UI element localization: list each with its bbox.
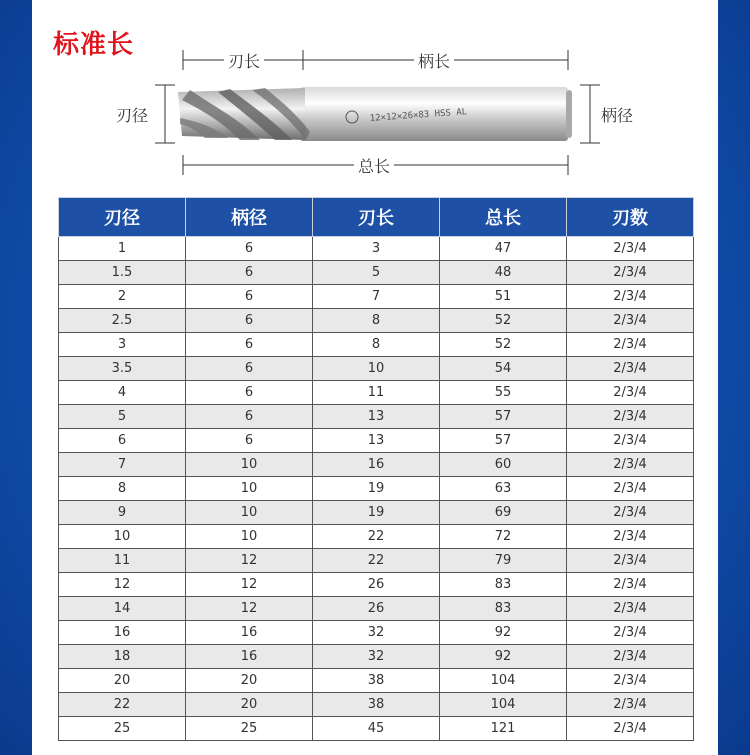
table-row [59,429,694,453]
table-cell: 1.5 [59,261,186,285]
table-cell: 2/3/4 [567,429,694,453]
table-cell: 2/3/4 [567,237,694,261]
table-cell: 20 [186,669,313,693]
table-row [59,285,694,309]
table-cell: 19 [313,501,440,525]
label-shank-length: 柄长 [414,49,454,72]
table-row [59,549,694,573]
label-blade-diameter: 刃径 [116,106,149,125]
table-cell: 57 [440,429,567,453]
table-row [59,237,694,261]
table-cell: 8 [313,309,440,333]
table-cell: 57 [440,405,567,429]
header-total-length: 总长 [440,198,567,237]
table-cell: 6 [186,261,313,285]
table-cell: 2/3/4 [567,333,694,357]
table-cell: 52 [440,333,567,357]
table-cell: 9 [59,501,186,525]
table-cell: 47 [440,237,567,261]
table-cell: 6 [186,309,313,333]
table-cell: 2/3/4 [567,453,694,477]
table-cell: 6 [186,381,313,405]
table-cell: 13 [313,429,440,453]
table-cell: 72 [440,525,567,549]
table-row [59,669,694,693]
table-cell: 10 [186,477,313,501]
table-row [59,573,694,597]
table-cell: 2.5 [59,309,186,333]
table-row [59,261,694,285]
table-cell: 63 [440,477,567,501]
table-cell: 10 [186,501,313,525]
table-cell: 10 [59,525,186,549]
table-cell: 45 [313,717,440,741]
table-cell: 3.5 [59,357,186,381]
header-blade-diameter: 刃径 [59,198,186,237]
end-mill-diagram [0,0,750,190]
table-cell: 92 [440,621,567,645]
table-row [59,597,694,621]
table-cell: 69 [440,501,567,525]
table-cell: 6 [186,333,313,357]
table-cell: 22 [313,549,440,573]
table-cell: 2/3/4 [567,573,694,597]
table-cell: 6 [186,429,313,453]
table-cell: 25 [59,717,186,741]
table-row [59,333,694,357]
table-cell: 26 [313,573,440,597]
table-row [59,381,694,405]
table-row [59,453,694,477]
table-cell: 121 [440,717,567,741]
table-cell: 1 [59,237,186,261]
table-cell: 6 [186,237,313,261]
table-cell: 8 [59,477,186,501]
table-row [59,501,694,525]
table-cell: 14 [59,597,186,621]
table-cell: 60 [440,453,567,477]
table-cell: 2/3/4 [567,477,694,501]
table-cell: 3 [313,237,440,261]
table-cell: 2/3/4 [567,405,694,429]
header-shank-diameter: 柄径 [186,198,313,237]
table-cell: 83 [440,597,567,621]
table-cell: 20 [186,693,313,717]
table-row [59,525,694,549]
table-cell: 22 [313,525,440,549]
table-cell: 38 [313,693,440,717]
table-cell: 2/3/4 [567,717,694,741]
table-cell: 92 [440,645,567,669]
table-header-row [59,198,694,237]
table-cell: 6 [186,357,313,381]
table-cell: 2/3/4 [567,669,694,693]
table-cell: 12 [186,597,313,621]
table-cell: 6 [59,429,186,453]
table-cell: 52 [440,309,567,333]
table-row [59,693,694,717]
table-cell: 2/3/4 [567,309,694,333]
table-cell: 5 [313,261,440,285]
table-row [59,477,694,501]
table-cell: 8 [313,333,440,357]
label-blade-length: 刃长 [224,49,264,72]
table-cell: 104 [440,669,567,693]
table-cell: 19 [313,477,440,501]
table-cell: 48 [440,261,567,285]
table-cell: 38 [313,669,440,693]
table-cell: 16 [186,645,313,669]
table-cell: 2/3/4 [567,621,694,645]
spec-table [58,197,694,741]
table-cell: 11 [313,381,440,405]
table-cell: 6 [186,285,313,309]
table-cell: 26 [313,597,440,621]
table-cell: 2/3/4 [567,645,694,669]
table-cell: 10 [186,525,313,549]
table-cell: 83 [440,573,567,597]
table-cell: 11 [59,549,186,573]
table-cell: 2/3/4 [567,525,694,549]
header-flute-count: 刃数 [567,198,694,237]
table-cell: 10 [313,357,440,381]
table-cell: 22 [59,693,186,717]
table-cell: 55 [440,381,567,405]
table-cell: 18 [59,645,186,669]
table-row [59,645,694,669]
table-cell: 16 [186,621,313,645]
table-cell: 16 [59,621,186,645]
label-shank-diameter: 柄径 [601,106,634,125]
table-row [59,309,694,333]
table-cell: 2/3/4 [567,693,694,717]
table-cell: 7 [59,453,186,477]
table-cell: 25 [186,717,313,741]
table-cell: 79 [440,549,567,573]
table-row [59,357,694,381]
table-cell: 16 [313,453,440,477]
table-cell: 104 [440,693,567,717]
table-cell: 4 [59,381,186,405]
table-cell: 2/3/4 [567,501,694,525]
table-cell: 2/3/4 [567,597,694,621]
table-row [59,405,694,429]
table-cell: 5 [59,405,186,429]
table-cell: 12 [59,573,186,597]
table-cell: 20 [59,669,186,693]
table-cell: 6 [186,405,313,429]
table-cell: 12 [186,549,313,573]
table-cell: 2/3/4 [567,381,694,405]
table-cell: 13 [313,405,440,429]
table-cell: 2/3/4 [567,357,694,381]
table-cell: 32 [313,621,440,645]
header-blade-length: 刃长 [313,198,440,237]
table-cell: 2 [59,285,186,309]
table-cell: 2/3/4 [567,285,694,309]
table-cell: 10 [186,453,313,477]
table-body [59,237,694,741]
table-cell: 32 [313,645,440,669]
table-cell: 12 [186,573,313,597]
tool-marking: 12×12×26×83 HSS AL [369,107,468,124]
table-cell: 3 [59,333,186,357]
table-cell: 51 [440,285,567,309]
page-title: 标准长 [53,30,135,60]
table-row [59,717,694,741]
table-cell: 7 [313,285,440,309]
table-cell: 54 [440,357,567,381]
table-cell: 2/3/4 [567,261,694,285]
table-cell: 2/3/4 [567,549,694,573]
table-row [59,621,694,645]
label-total-length: 总长 [354,154,394,177]
